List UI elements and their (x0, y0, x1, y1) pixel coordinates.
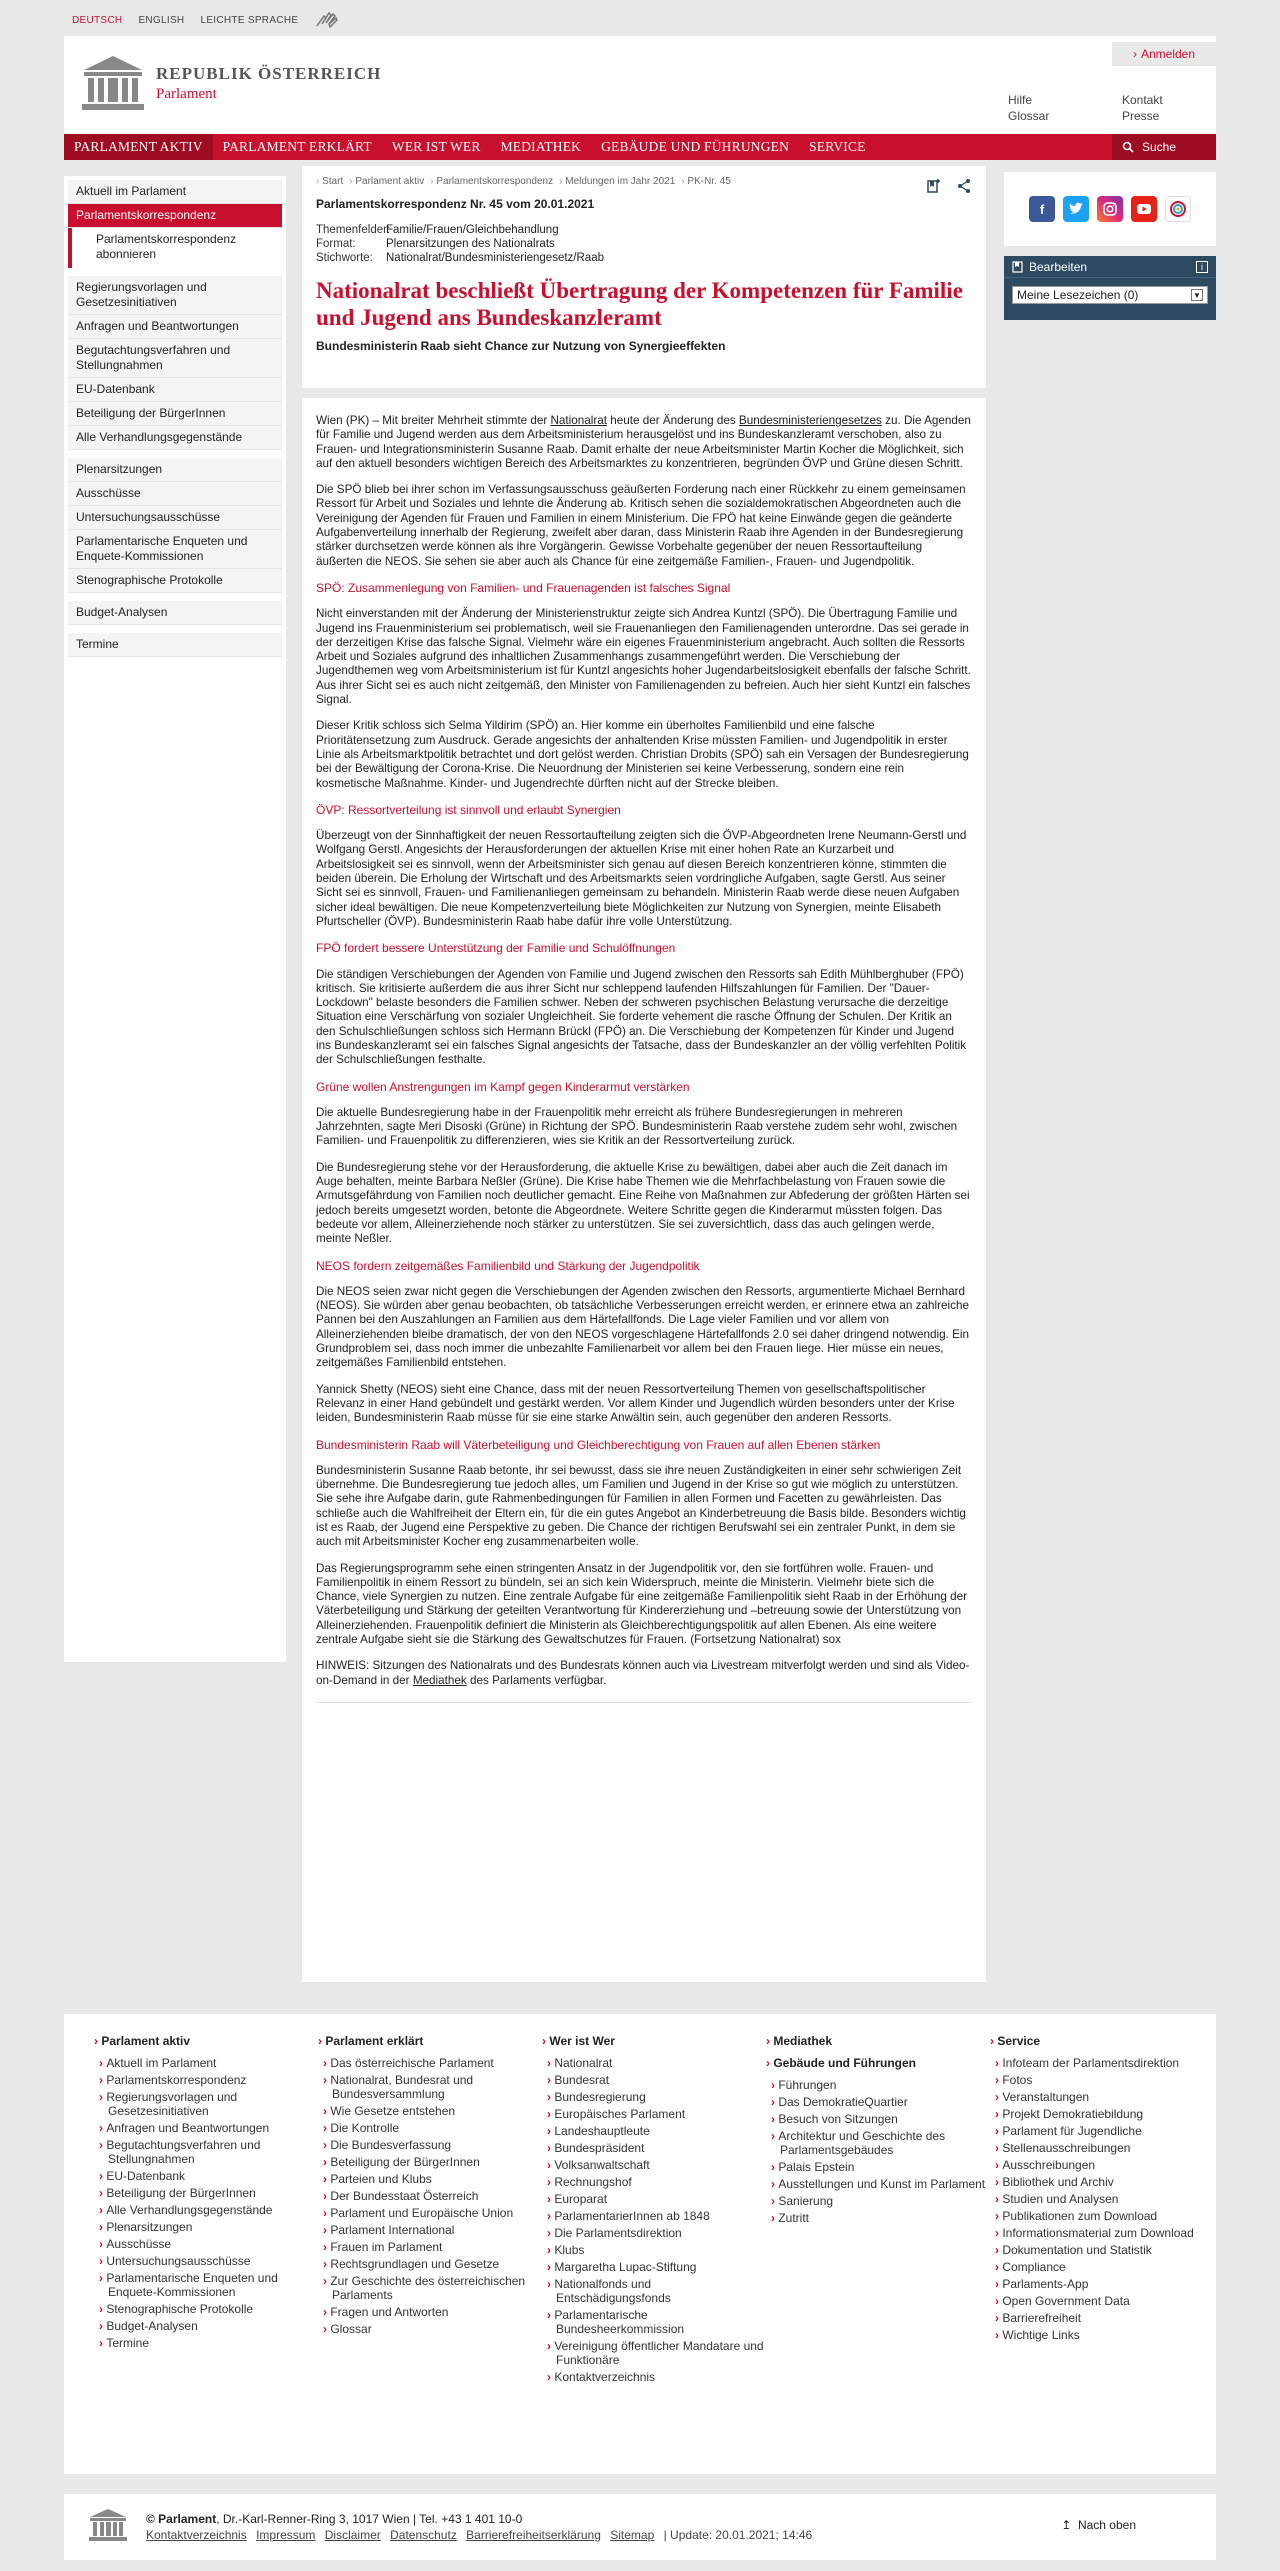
footer-link[interactable]: › Parlament International (332, 2223, 542, 2237)
meta-key: Stichworte: (316, 252, 373, 264)
breadcrumb-start[interactable]: › Start (316, 176, 343, 187)
bundesministeriengesetz-link[interactable]: Bundesministeriengesetzes (738, 414, 882, 427)
footer-link[interactable]: › EU-Datenbank (108, 2169, 318, 2183)
search-label: Suche (1142, 140, 1177, 154)
sidebar-item-ausschuesse[interactable]: Ausschüsse (68, 482, 282, 506)
sidebar-item-untersuchungsausschuesse[interactable]: Untersuchungsausschüsse (68, 506, 282, 530)
podcast-icon[interactable] (1165, 196, 1191, 222)
footer-link[interactable]: › Bundesregierung (556, 2090, 766, 2104)
section-heading: ÖVP: Ressortverteilung ist sinnvoll und erlaubt Synergien (316, 802, 621, 817)
footer-link[interactable]: › Begutachtungsverfahren und Stellungnahmen (108, 2138, 318, 2166)
section-heading: Bundesministerin Raab will Väterbeteiligung und Gleichberechtigung von Frauen auf allen Ebenen stärken (316, 1437, 881, 1452)
footer-link[interactable]: › Palais Epstein (780, 2160, 990, 2174)
footer-link[interactable]: › Parteien und Klubs (332, 2172, 542, 2186)
footer-heading[interactable]: › Parlament erklärt (318, 2034, 542, 2048)
facebook-icon[interactable]: f (1029, 196, 1055, 222)
footer-sitemap (64, 2014, 1216, 2474)
mediathek-link[interactable]: Mediathek (412, 1673, 467, 1687)
paragraph: Das Regierungsprogramm sehe einen stringenten Ansatz in der Jugendpolitik vor, den sie fortführen wolle. Frauen- und Familienpolitik in einem Ressort zu bündeln, sei an sich kein Widerspruch, meinte die Ministerin. Vielmehr biete sich die Chance, viele Synergien zu nutzen. Eine zentrale Aufgabe für eine zeitgemäße Familienpolitik sieht Raab in der Erhöhung der Väterbeteiligung und Stärkung der geteilten Verantwortung für Kindererziehung und –betreuung sowie der Unterstützung von Alleinerziehenden. Frauenpolitik definiert die Ministerin als Gleichberechtigungspolitik auf allen Ebenen. Als eine weitere zentrale Aufgabe sieht sie die Stärkung des Gewaltschutzes für Frauen. (Fortsetzung Nationalrat) sox (316, 1561, 967, 1647)
footer-heading[interactable]: › Parlament aktiv (94, 2034, 318, 2048)
legal-links (146, 2528, 812, 2542)
footer-link[interactable]: › Bibliothek und Archiv (1004, 2175, 1214, 2189)
login-button[interactable] (1112, 42, 1216, 66)
footer-link[interactable]: › Das DemokratieQuartier (780, 2095, 990, 2109)
update-date: | Update: 20.01.2021; 14:46 (663, 2528, 813, 2542)
nav-service[interactable]: SERVICE (809, 139, 866, 154)
meta-value: Nationalrat/Bundesministeriengesetz/Raab (386, 252, 604, 264)
bookmark-add-icon[interactable] (926, 178, 942, 194)
accessibility-link[interactable]: Barrierefreiheitserklärung (466, 2528, 601, 2542)
bookmarks-panel (1004, 256, 1216, 320)
share-icon[interactable] (956, 178, 972, 194)
section-heading: FPÖ fordert bessere Unterstützung der Familie und Schulöffnungen (316, 941, 676, 956)
instagram-icon[interactable] (1097, 196, 1123, 222)
paragraph: Überzeugt von der Sinnhaftigkeit der neuen Ressortaufteilung zeigten sich die ÖVP-Abgeordneten Irene Neumann-Gerstl und Wolfgang Gerstl. Angesichts der Herausforderungen der aktuellen Krise mit einer hohen Rate an Kurzarbeit und Arbeitslosigkeit sei es sinnvoll, wenn der Arbeitsminister sich genau auf diesen Bereich konzentrieren könne, stimmten die beiden überein. Die Erholung der Wirtschaft und des Arbeitsmarkts seien vordringliche Aufgaben, sagte Gerstl. Aus seiner Sicht sei es sinnvoll, Frauen- und Familienanliegen gemeinsam zu behandeln. Ministerin Raab werde diese neuen Aufgaben sicher ideal bewältigen. Die neue Kompetenzverteilung biete Möglichkeiten zur Nutzung von Synergien, meinte Elisabeth Pfurtscheller (ÖVP). Bundesministerin Raab habe dafür ihre volle Unterstützung. (316, 829, 967, 928)
article-header (302, 166, 986, 388)
sidebar-item-eu-datenbank[interactable]: EU-Datenbank (68, 378, 282, 402)
footer-link[interactable]: › Plenarsitzungen (108, 2220, 318, 2234)
lang-german-link[interactable]: DEUTSCH (72, 14, 123, 26)
bookmarks-select-value: Meine Lesezeichen (0) (1017, 288, 1139, 302)
footer-link[interactable]: › Untersuchungsausschüsse (108, 2254, 318, 2268)
sidebar-item-parlamentskorrespondenz[interactable]: Parlamentskorrespondenz (68, 204, 282, 228)
footer-link[interactable]: › Parlamentskorrespondenz (108, 2073, 318, 2087)
sidebar-item-termine[interactable]: Termine (68, 633, 282, 657)
breadcrumb-parlamentskorrespondenz[interactable]: › Parlamentskorrespondenz (430, 176, 553, 187)
footer-link[interactable]: › Alle Verhandlungsgegenstände (108, 2203, 318, 2217)
footer-heading[interactable]: › Mediathek (766, 2034, 990, 2048)
footer-link[interactable]: › Parlament und Europäische Union (332, 2206, 542, 2220)
footer-link[interactable]: › Publikationen zum Download (1004, 2209, 1214, 2223)
bookmark-icon (1012, 261, 1023, 273)
sidebar-item-beteiligung[interactable]: Beteiligung der BürgerInnen (68, 402, 282, 426)
footer-link[interactable]: › Margaretha Lupac-Stiftung (556, 2260, 766, 2274)
help-link[interactable]: Hilfe (1008, 93, 1033, 107)
bearbeiten-label[interactable]: Bearbeiten (1029, 259, 1088, 274)
footer-link[interactable]: › Dokumentation und Statistik (1004, 2243, 1214, 2257)
footer-link[interactable]: › Volksanwaltschaft (556, 2158, 766, 2172)
footer-link[interactable]: › Anfragen und Beantwortungen (108, 2121, 318, 2135)
nav-wer-ist-wer[interactable]: WER IST WER (391, 139, 481, 154)
footer-link[interactable]: › Aktuell im Parlament (108, 2056, 318, 2070)
footer-link[interactable]: › Vereinigung öffentlicher Mandatare und Funktionäre (556, 2339, 766, 2367)
section-heading: Grüne wollen Anstrengungen im Kampf gegen Kinderarmut verstärken (316, 1079, 690, 1094)
meta-key: Themenfelder: (316, 224, 391, 236)
paragraph: Yannick Shetty (NEOS) sieht eine Chance, dass mit der neuen Ressortverteilung Themen von gesellschaftspolitischer Relevanz in einer Hand gebündelt und gestärkt werden. Vor allem Kinder und Jugendlich würden besonders unter der Krise leiden, Bundesministerin Raab müsse für sie eine starke Anwältin sein, auch gegenüber den anderen Ressorts. (316, 1382, 955, 1425)
site-logo[interactable] (80, 54, 381, 112)
nav-mediathek[interactable]: MEDIATHEK (500, 139, 582, 154)
footer-link[interactable]: › Projekt Demokratiebildung (1004, 2107, 1214, 2121)
chevron-down-icon: ▼ (1191, 289, 1203, 301)
footer-link[interactable]: › Regierungsvorlagen und Gesetzesinitiativen (108, 2090, 318, 2118)
footer-link[interactable]: › Die Kontrolle (332, 2121, 542, 2135)
section-heading: SPÖ: Zusammenlegung von Familien- und Frauenagenden ist falsches Signal (316, 580, 731, 595)
footer-link[interactable]: › Open Government Data (1004, 2294, 1214, 2308)
sign-language-icon[interactable] (314, 10, 340, 30)
glossary-link[interactable]: Glossar (1008, 109, 1050, 123)
paragraph: Die Bundesregierung stehe vor der Herausforderung, die aktuelle Krise zu bewältigen, dabei aber auch die Zeit danach im Auge behalten, meinte Barbara Neßler (Grüne). Die Krise habe Themen wie die Mehrfachbelastung von Frauen sowie die Armutsgefährdung von Familien noch deutlicher gemacht. Eine Reihe von Maßnahmen zur Abfederung der größten Härten sei jedoch bereits umgesetzt worden, betonte die Abgeordnete. Weitere Schritte gegen die Kinderarmut müssten folgen. Das bedeute vor allem, Alleinerziehende noch stärker zu unterstützen. Sie sei zuversichtlich, dass das auch gelingen werde, meinte Neßler. (316, 1160, 970, 1246)
pk-number: Parlamentskorrespondenz Nr. 45 vom 20.01.2021 (316, 197, 595, 211)
social-links (1004, 172, 1216, 246)
paragraph: Dieser Kritik schloss sich Selma Yildirim (SPÖ) an. Hier komme ein überholtes Familienbild und eine falsche Prioritätensetzung zum Ausdruck. Gerade angesichts der anhaltenden Krise müssten Familien- und Jugendpolitik in erster Linie als Arbeitsmarktpolitik betrachtet und dort gelöst werden. Christian Drobits (SPÖ) sah ein Versagen der Bundesregierung bei der Bewältigung der Corona-Krise. Die Neuordnung der Ministerien sei keine Verbesserung, sondern eine rein kosmetische Maßnahme. Kinder- und Jugendrechte dürften nicht auf der Strecke bleiben. (316, 719, 969, 790)
sidebar-item-enqueten[interactable]: Parlamentarische Enqueten und Enquete-Kommissionen (68, 530, 282, 569)
article-subline: Bundesministerin Raab sieht Chance zur Nutzung von Synergieeffekten (316, 339, 726, 353)
nav-gebaeude[interactable]: GEBÄUDE UND FÜHRUNGEN (601, 139, 790, 154)
footer-link[interactable]: › Informationsmaterial zum Download (1004, 2226, 1214, 2240)
footer-link[interactable]: › Der Bundesstaat Österreich (332, 2189, 542, 2203)
breadcrumb (316, 176, 972, 187)
sidebar-item-begutachtung[interactable]: Begutachtungsverfahren und Stellungnahmen (68, 339, 282, 378)
info-icon[interactable]: i (1196, 261, 1208, 273)
footer-link[interactable]: › Sanierung (780, 2194, 990, 2208)
meta-key: Format: (316, 238, 356, 250)
disclaimer-link[interactable]: Disclaimer (324, 2528, 381, 2542)
paragraph: Die SPÖ blieb bei ihrer schon im Verfassungsausschuss geäußerten Forderung nach einer Rückkehr zu einem gemeinsamen Ressort für Arbeit und Soziales und lehnte die Änderung ab. Kritisch sehen die sozialdemokratischen Abgeordneten auch die Vereinigung der Agenden für Frauen und Familien in einem Ministerium. Die FPÖ hat keine Einwände gegen die geänderte Aufgabenverteilung innerhalb der Regierung, zweifelt aber daran, dass Ministerin Raab ihre Agenden in der Bundesregierung stärker durchsetzen werde können als ihre Vorgängerin. Gewisse Vorbehalte gegenüber der neuen Ressortaufteilung äußerten die NEOS. Sie sehen sie aber auch als Chance für eine zeitgemäße Familien-, Frauen- und Jugendpolitik. (316, 483, 966, 568)
footer-link[interactable]: › Beteiligung der BürgerInnen (332, 2155, 542, 2169)
meta-table (316, 223, 972, 265)
footer-link[interactable]: › Die Bundesverfassung (332, 2138, 542, 2152)
footer-heading[interactable]: › Service (990, 2034, 1214, 2048)
footer-link[interactable]: › Barrierefreiheit (1004, 2311, 1214, 2325)
breadcrumb-parlament-aktiv[interactable]: › Parlament aktiv (349, 176, 424, 187)
footer-link[interactable]: › Nationalrat (556, 2056, 766, 2070)
sidebar-item-plenarsitzungen[interactable]: Plenarsitzungen (68, 458, 282, 482)
breadcrumb-meldungen[interactable]: › Meldungen im Jahr 2021 (559, 176, 675, 187)
footer-column-parlament-erklaert (318, 2034, 542, 2474)
twitter-icon[interactable] (1063, 196, 1089, 222)
search-button[interactable] (1112, 134, 1216, 160)
bottom-bar (64, 2494, 1216, 2560)
sidebar-item-regierungsvorlagen[interactable]: Regierungsvorlagen und Gesetzesinitiativen (68, 276, 282, 315)
footer-link[interactable]: › Klubs (556, 2243, 766, 2257)
footer-link[interactable]: › Bundesrat (556, 2073, 766, 2087)
brand-line-2: Parlament (156, 85, 217, 102)
footer-link[interactable]: › Veranstaltungen (1004, 2090, 1214, 2104)
footer-link[interactable]: › Infoteam der Parlamentsdirektion (1004, 2056, 1214, 2070)
footer-link[interactable]: › Europarat (556, 2192, 766, 2206)
imprint-link[interactable]: Impressum (256, 2528, 316, 2542)
footer-link[interactable]: › Parlamentarische Bundesheerkommission (556, 2308, 766, 2336)
footer-column-service (990, 2034, 1214, 2474)
nav-parlament-aktiv[interactable]: PARLAMENT AKTIV (64, 134, 213, 160)
footer-link[interactable]: › Rechtsgrundlagen und Gesetze (332, 2257, 542, 2271)
meta-value: Plenarsitzungen des Nationalrats (386, 238, 555, 250)
nationalrat-link[interactable]: Nationalrat (550, 414, 607, 427)
article-body (302, 398, 986, 1982)
parliament-building-icon (80, 54, 146, 112)
sidebar-item-aktuell[interactable]: Aktuell im Parlament (68, 180, 282, 204)
footer-link[interactable]: › Landeshauptleute (556, 2124, 766, 2138)
sitemap-link[interactable]: Sitemap (610, 2528, 655, 2542)
bookmarks-select[interactable] (1012, 286, 1208, 304)
privacy-link[interactable]: Datenschutz (390, 2528, 457, 2542)
footer-link[interactable]: › Parlament für Jugendliche (1004, 2124, 1214, 2138)
footer-link[interactable]: › Ausstellungen und Kunst im Parlament (780, 2177, 990, 2191)
youtube-icon[interactable] (1131, 196, 1157, 222)
sidebar (64, 176, 286, 1662)
footer-link[interactable]: › Ausschreibungen (1004, 2158, 1214, 2172)
footer-link[interactable]: › Stenographische Protokolle (108, 2302, 318, 2316)
footer-link[interactable]: › Rechnungshof (556, 2175, 766, 2189)
footer-link[interactable]: › Glossar (332, 2322, 542, 2336)
breadcrumb-current: › PK-Nr. 45 (681, 176, 730, 187)
footer-link[interactable]: › Parlamentarische Enqueten und Enquete-Kommissionen (108, 2271, 318, 2299)
footer-column-parlament-aktiv (94, 2034, 318, 2474)
footer-link[interactable]: › Studien und Analysen (1004, 2192, 1214, 2206)
paragraph: Die aktuelle Bundesregierung habe in der Frauenpolitik mehr erreicht als frühere Bundesregierungen in mehreren Jahrzehnten, sagte Meri Disoski (Grüne) in Richtung der SPÖ. Bundesministerin Raab verstehe zudem sehr wohl, zwischen Familien- und Frauenpolitik zu differenzieren, wies sie Kritik an der Ressortverteilung zurück. (316, 1105, 958, 1148)
paragraph: Nicht einverstanden mit der Änderung der Ministerienstruktur zeigte sich Andrea Kuntzl (SPÖ). Die Übertragung Familie und Jugend ins Frauenministerium sei problematisch, weil sie Frauenanliegen den Familienagenden unterordne. Das sei gerade in der derzeitigen Krise das falsche Signal. Vielmehr wäre ein eigenes Frauenministerium angebracht. Auch sollten die Ressorts Arbeit und Soziales aufgrund des inhaltlichen Zusammenhangs zusammengeführt werden. Die Verschiebung der Jugendthemen weg vom Arbeitsministerium ist für Kuntzl angesichts hoher Jugendarbeitslosigkeit ebenfalls der falsche Schritt. Aus ihrer Sicht sei es auch nicht zeitgemäß, den Minister von Familienagenden zu befreien. Auch hier sieht Kuntzl ein falsches Signal. (316, 607, 971, 707)
contact-directory-link[interactable]: Kontaktverzeichnis (146, 2528, 247, 2542)
language-bar (72, 12, 340, 28)
footer-column-wer-ist-wer (542, 2034, 766, 2474)
footer-heading[interactable]: › Gebäude und Führungen (766, 2056, 990, 2070)
footer-link[interactable]: › Die Parlamentsdirektion (556, 2226, 766, 2240)
contact-link[interactable]: Kontakt (1122, 93, 1163, 107)
footer-link[interactable]: › Nationalrat, Bundesrat und Bundesversammlung (332, 2073, 542, 2101)
main-navigation (64, 134, 1216, 160)
footer-link[interactable]: › Bundespräsident (556, 2141, 766, 2155)
paragraph: Die NEOS seien zwar nicht gegen die Verschiebungen der Agenden zwischen den Ressorts, argumentierte Michael Bernhard (NEOS). Sie würden aber genau beobachten, ob tatsächliche Verbesserungen erreicht werden, er erinnere etwa an zahlreiche Pannen bei den Auszahlungen an Familien aus dem Härtefallfonds. Die Lage vieler Familien und vor allem von Alleinerziehenden bleibe dramatisch, der von den NEOS vorgeschlagene Härtefallfonds 2.0 sei daher dringend notwendig. Ein Grundproblem sei, dass noch immer die unbezahlte Familienarbeit vor allem bei den Frauen liege. Hier müsse ein neues, zeitgemäßes Familienbild entstehen. (316, 1284, 969, 1370)
paragraph: Die ständigen Verschiebungen der Agenden von Familie und Jugend zwischen den Ressorts sah Edith Mühlberghuber (FPÖ) kritisch. Sie kritisierte außerdem die aus ihrer Sicht nur schleppend laufenden Hilfszahlungen für Familien. Der "Dauer-Lockdown" belaste besonders die Familien schwer. Neben der schweren psychischen Belastung verursache die derzeitige Situation eine Verschärfung von sozialer Ungleichheit. Sie forderte vehement die rasche Öffnung der Schulen. Der Kritik an den Schulschließungen schloss sich Hermann Brückl (FPÖ) an. Die Verschiebung der Kompetenzen für Kinder und Jugend ins Bundeskanzleramt sei ein falsches Signal angesichts der Tatsache, dass der Bundeskanzler an der völlig verfehlten Politik der Schulschließungen festhalte. (316, 967, 967, 1067)
brand-line-1: REPUBLIK ÖSTERREICH (156, 63, 382, 83)
footer-link[interactable]: › Europäisches Parlament (556, 2107, 766, 2121)
sidebar-item-abonnieren[interactable]: Parlamentskorrespondenz abonnieren (68, 228, 282, 268)
paragraph: Bundesministerin Susanne Raab betonte, ihr sei bewusst, dass sie ihre neuen Zuständigkeiten in einer sehr schwierigen Zeit übernehme. Die Bundesregierung tue jedoch alles, um Familien und Jugend in der Krise so gut wie möglich zu unterstützen. Sie sehe ihre Aufgabe darin, gute Rahmenbedingungen für Familien in allen Formen und Facetten zu gewährleisten. Das schließe auch die Wahlfreiheit der Eltern ein, für die ein gutes Angebot an Kinderbetreuung die Basis bilde. Besonders wichtig ist es Raab, der Jugend eine Perspektive zu geben. Die Chance der richtigen Berufswahl sei ein zentraler Punkt, in dem sie auch mit Arbeitsminister Kocher eng zusammenarbeiten wolle. (316, 1463, 966, 1549)
copyright-line: © Parlament, Dr.-Karl-Renner-Ring 3, 1017 Wien | Tel. +43 1 401 10-0 (146, 2512, 523, 2526)
footer-link[interactable]: › Wichtige Links (1004, 2328, 1214, 2342)
lang-easy-link[interactable]: LEICHTE SPRACHE (200, 14, 299, 26)
sidebar-item-anfragen[interactable]: Anfragen und Beantwortungen (68, 315, 282, 339)
back-to-top-link[interactable]: ↥ Nach oben (1061, 2518, 1136, 2532)
footer-link[interactable]: › Besuch von Sitzungen (780, 2112, 990, 2126)
sidebar-item-protokolle[interactable]: Stenographische Protokolle (68, 569, 282, 593)
footer-link[interactable]: › Wie Gesetze entstehen (332, 2104, 542, 2118)
chevron-right-icon: › (1132, 47, 1137, 61)
site-header (64, 36, 1216, 134)
footer-link[interactable]: › Termine (108, 2336, 318, 2350)
parliament-building-icon (88, 2508, 128, 2542)
footer-link[interactable]: › Fragen und Antworten (332, 2305, 542, 2319)
article-headline: Nationalrat beschließt Übertragung der Kompetenzen für Familie und Jugend ans Bundeskanzleramt (316, 278, 963, 330)
sidebar-item-budget[interactable]: Budget-Analysen (68, 601, 282, 625)
footer-link[interactable]: › Budget-Analysen (108, 2319, 318, 2333)
paragraph-hinweis: HINWEIS: Sitzungen des Nationalrats und des Bundesrats können auch via Livestream mitverfolgt werden und sind als Video-on-Demand in der Mediathek des Parlaments verfügbar. (316, 1659, 970, 1687)
press-link[interactable]: Presse (1122, 109, 1160, 123)
nav-parlament-erklaert[interactable]: PARLAMENT ERKLÄRT (222, 139, 372, 154)
footer-link[interactable]: › Architektur und Geschichte des Parlamentsgebäudes (780, 2129, 990, 2157)
login-label: Anmelden (1140, 47, 1196, 61)
footer-link[interactable]: › Kontaktverzeichnis (556, 2370, 766, 2384)
footer-link[interactable]: › Beteiligung der BürgerInnen (108, 2186, 318, 2200)
divider (316, 1702, 972, 1703)
footer-link[interactable]: › ParlamentarierInnen ab 1848 (556, 2209, 766, 2223)
footer-link[interactable]: › Zutritt (780, 2211, 990, 2225)
footer-heading[interactable]: › Wer ist Wer (542, 2034, 766, 2048)
footer-link[interactable]: › Stellenausschreibungen (1004, 2141, 1214, 2155)
footer-link[interactable]: › Führungen (780, 2078, 990, 2092)
footer-column-mediathek (766, 2034, 990, 2474)
lang-english-link[interactable]: ENGLISH (138, 14, 185, 26)
footer-link[interactable]: › Zur Geschichte des österreichischen Parlaments (332, 2274, 542, 2302)
paragraph: Wien (PK) – Mit breiter Mehrheit stimmte der Nationalrat heute der Änderung des Bundesministeriengesetzes zu. Die Agenden für Familie und Jugend werden aus dem Arbeitsministerium herausgelöst und ins Bundeskanzleramt verschoben, also zu Frauen- und Integrationsministerin Susanne Raab. Damit erhalte der neue Arbeitsminister Martin Kocher die Möglichkeit, sich auf den aktuell besonders wichtigen Bereich des Arbeitsmarktes zu konzentrieren, begründen ÖVP und Grüne diesen Schritt. (316, 414, 971, 470)
arrow-up-icon: ↥ (1061, 2518, 1072, 2532)
footer-link[interactable]: › Nationalfonds und Entschädigungsfonds (556, 2277, 766, 2305)
sidebar-item-verhandlungsgegenstaende[interactable]: Alle Verhandlungsgegenstände (68, 426, 282, 450)
search-icon (1122, 141, 1134, 153)
section-heading: NEOS fordern zeitgemäßes Familienbild und Stärkung der Jugendpolitik (316, 1258, 700, 1273)
footer-link[interactable]: › Frauen im Parlament (332, 2240, 542, 2254)
footer-link[interactable]: › Compliance (1004, 2260, 1214, 2274)
footer-link[interactable]: › Das österreichische Parlament (332, 2056, 542, 2070)
footer-link[interactable]: › Fotos (1004, 2073, 1214, 2087)
footer-link[interactable]: › Ausschüsse (108, 2237, 318, 2251)
meta-value: Familie/Frauen/Gleichbehandlung (386, 224, 559, 236)
footer-link[interactable]: › Parlaments-App (1004, 2277, 1214, 2291)
